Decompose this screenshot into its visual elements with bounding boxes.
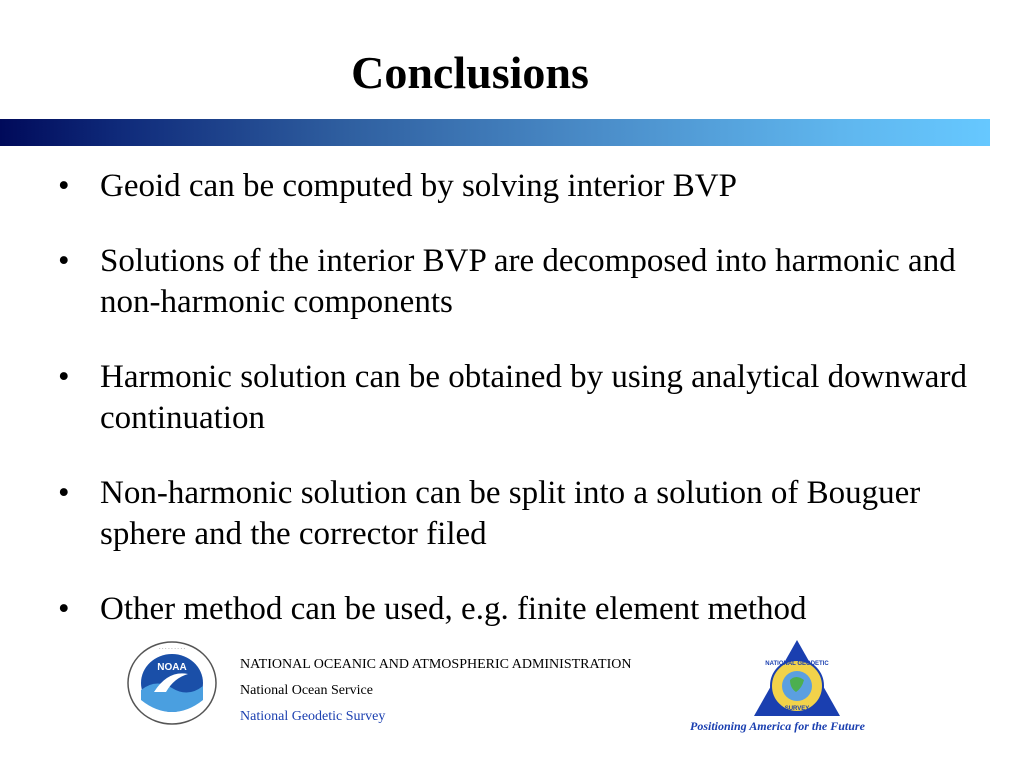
bullet-list (58, 166, 988, 664)
footer-service-line: National Ocean Service (240, 683, 373, 698)
bullet-item: • Geoid can be computed by solving interior BVP (58, 166, 988, 207)
footer-tagline: Positioning America for the Future (690, 719, 865, 733)
title-gradient-bar (0, 119, 990, 146)
ngs-logo-text-top: NATIONAL GEODETIC (765, 661, 829, 667)
bullet-icon: • (58, 591, 70, 627)
noaa-logo-text: NOAA (157, 662, 187, 673)
bullet-icon: • (58, 243, 70, 279)
bullet-icon: • (58, 475, 70, 511)
ngs-logo-text-bottom: SURVEY (784, 706, 810, 712)
footer-agency-line: NATIONAL OCEANIC AND ATMOSPHERIC ADMINISTRATION (240, 657, 632, 672)
bullet-item: • Non-harmonic solution can be split into a solution of Bouguer sphere and the corrector filed (58, 475, 921, 552)
bullet-item: • Harmonic solution can be obtained by using analytical downward continuation (58, 359, 967, 436)
bullet-item: • Other method can be used, e.g. finite element method (58, 589, 988, 630)
footer-text-block (240, 652, 632, 730)
slide-title: Conclusions (351, 47, 589, 98)
bullet-icon: • (58, 168, 70, 204)
noaa-logo (126, 640, 218, 726)
bullet-icon: • (58, 359, 70, 395)
svg-text:· · · · · · · · ·: · · · · · · · · · (158, 646, 186, 652)
footer-survey-line: National Geodetic Survey (240, 709, 386, 724)
ngs-logo (752, 638, 842, 718)
bullet-item: • Solutions of the interior BVP are decomposed into harmonic and non-harmonic components (58, 243, 956, 320)
